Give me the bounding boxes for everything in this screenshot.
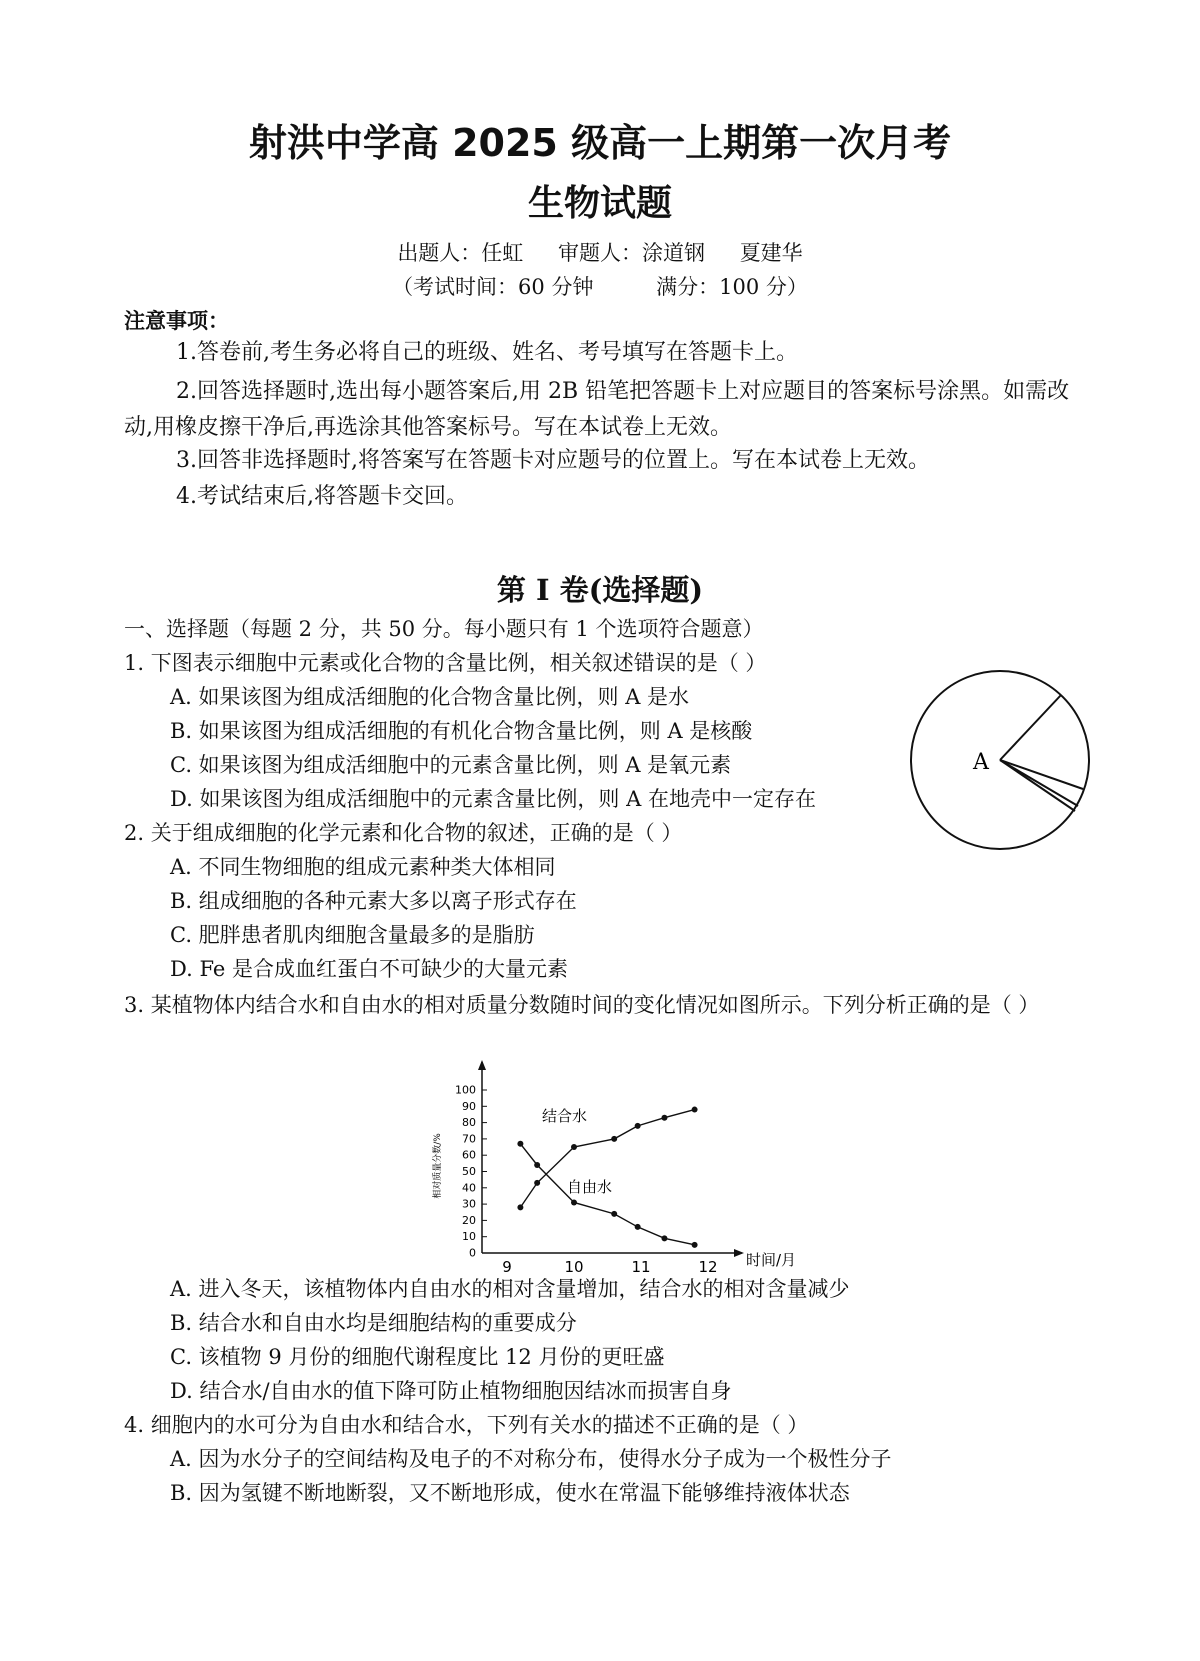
y-tick-label: 100: [455, 1083, 476, 1097]
question-1-option-a: A. 如果该图为组成活细胞的化合物含量比例，则 A 是水: [170, 685, 690, 709]
exam-title: 射洪中学高 2025 级高一上期第一次月考: [248, 121, 952, 165]
y-tick-label: 70: [462, 1132, 476, 1146]
data-point: [611, 1136, 617, 1142]
x-axis-label: 时间/月: [746, 1251, 797, 1269]
question-3-option-d: D. 结合水/自由水的值下降可防止植物细胞因结冰而损害自身: [170, 1379, 732, 1403]
data-point: [661, 1235, 667, 1241]
question-2-option-d: D. Fe 是合成血红蛋白不可缺少的大量元素: [170, 957, 568, 981]
notice-item: 2.回答选择题时,选出每小题答案后,用 2B 铅笔把答题卡上对应题目的答案标号涂黑。如需改动,用橡皮擦干净后,再选涂其他答案标号。写在本试卷上无效。: [124, 379, 1070, 440]
y-tick-label: 10: [462, 1230, 476, 1244]
subject-title: 生物试题: [527, 183, 672, 224]
y-tick-label: 0: [469, 1246, 476, 1260]
data-point: [534, 1180, 540, 1186]
authors-line: [0, 238, 1200, 268]
y-tick-label: 50: [462, 1165, 476, 1178]
data-point: [534, 1162, 540, 1168]
pie-divider: [1000, 760, 1075, 811]
y-tick-label: 80: [462, 1116, 476, 1130]
x-tick-label: 9: [502, 1258, 512, 1276]
water-chart: [430, 1056, 840, 1276]
pie-label-a: A: [973, 750, 989, 775]
question-1-option-d: D. 如果该图为组成活细胞中的元素含量比例，则 A 在地壳中一定存在: [170, 787, 816, 811]
data-point: [571, 1144, 577, 1150]
reviewer-2: 夏建华: [739, 241, 803, 265]
section-instruction: 一、选择题（每题 2 分，共 50 分。每小题只有 1 个选项符合题意）: [124, 617, 764, 641]
question-3-stem: 3. 某植物体内结合水和自由水的相对质量分数随时间的变化情况如图所示。下列分析正确的是（ ）: [124, 993, 1040, 1017]
data-point: [661, 1115, 667, 1121]
data-point: [517, 1204, 523, 1210]
question-4-stem: 4. 细胞内的水可分为自由水和结合水，下列有关水的描述不正确的是（ ）: [124, 1413, 809, 1437]
data-point: [635, 1123, 641, 1129]
y-axis-label: 相对质量分数/%: [433, 1133, 443, 1199]
pie-divider: [1000, 695, 1061, 760]
data-point: [692, 1107, 698, 1113]
exam-score: 满分：100 分）: [656, 275, 808, 299]
y-tick-label: 30: [462, 1197, 476, 1211]
question-3-option-b: B. 结合水和自由水均是细胞结构的重要成分: [170, 1311, 577, 1335]
author: 出题人：任虹: [397, 241, 524, 265]
question-2-option-a: A. 不同生物细胞的组成元素种类大体相同: [170, 855, 556, 879]
y-tick-label: 60: [462, 1148, 476, 1162]
question-4-option-a: A. 因为水分子的空间结构及电子的不对称分布，使得水分子成为一个极性分子: [170, 1447, 892, 1471]
question-1-option-b: B. 如果该图为组成活细胞的有机化合物含量比例，则 A 是核酸: [170, 719, 753, 743]
y-axis-arrow: [478, 1060, 486, 1070]
data-point: [571, 1199, 577, 1205]
data-point: [611, 1211, 617, 1217]
question-1-stem: 1. 下图表示细胞中元素或化合物的含量比例，相关叙述错误的是（ ）: [124, 651, 767, 675]
data-point: [517, 1141, 523, 1147]
notice-heading: 注意事项：: [124, 308, 229, 333]
question-3-option-a: A. 进入冬天，该植物体内自由水的相对含量增加，结合水的相对含量减少: [170, 1277, 850, 1301]
y-tick-label: 40: [462, 1181, 476, 1195]
exam-time: （考试时间：60 分钟: [392, 275, 594, 299]
question-3-option-c: C. 该植物 9 月份的细胞代谢程度比 12 月份的更旺盛: [170, 1345, 665, 1369]
x-axis-arrow: [734, 1249, 744, 1257]
series-label: 自由水: [567, 1178, 613, 1196]
series-label: 结合水: [542, 1107, 588, 1125]
question-2-option-b: B. 组成细胞的各种元素大多以离子形式存在: [170, 889, 577, 913]
question-2-option-c: C. 肥胖患者肌肉细胞含量最多的是脂肪: [170, 923, 535, 947]
x-tick-label: 10: [564, 1258, 584, 1276]
question-2-stem: 2. 关于组成细胞的化学元素和化合物的叙述，正确的是（ ）: [124, 821, 683, 845]
y-tick-label: 90: [462, 1099, 476, 1113]
notice-item: 3.回答非选择题时,将答案写在答题卡对应题号的位置上。写在本试卷上无效。: [176, 448, 930, 473]
section-title: 第 I 卷(选择题): [496, 573, 704, 607]
question-4-option-b: B. 因为氢键不断地断裂，又不断地形成，使水在常温下能够维持液体状态: [170, 1481, 850, 1505]
y-tick-label: 20: [462, 1213, 476, 1227]
data-point: [692, 1242, 698, 1248]
x-tick-label: 11: [631, 1258, 651, 1276]
reviewer: 审题人：涂道钢: [558, 241, 705, 265]
notice-item: 1.答卷前,考生务必将自己的班级、姓名、考号填写在答题卡上。: [176, 340, 798, 365]
notice-item: 4.考试结束后,将答题卡交回。: [176, 484, 468, 509]
exam-info-line: [0, 272, 1200, 302]
x-tick-label: 12: [698, 1258, 718, 1276]
question-1-option-c: C. 如果该图为组成活细胞中的元素含量比例，则 A 是氧元素: [170, 753, 732, 777]
pie-figure: [905, 665, 1095, 855]
data-point: [635, 1224, 641, 1230]
